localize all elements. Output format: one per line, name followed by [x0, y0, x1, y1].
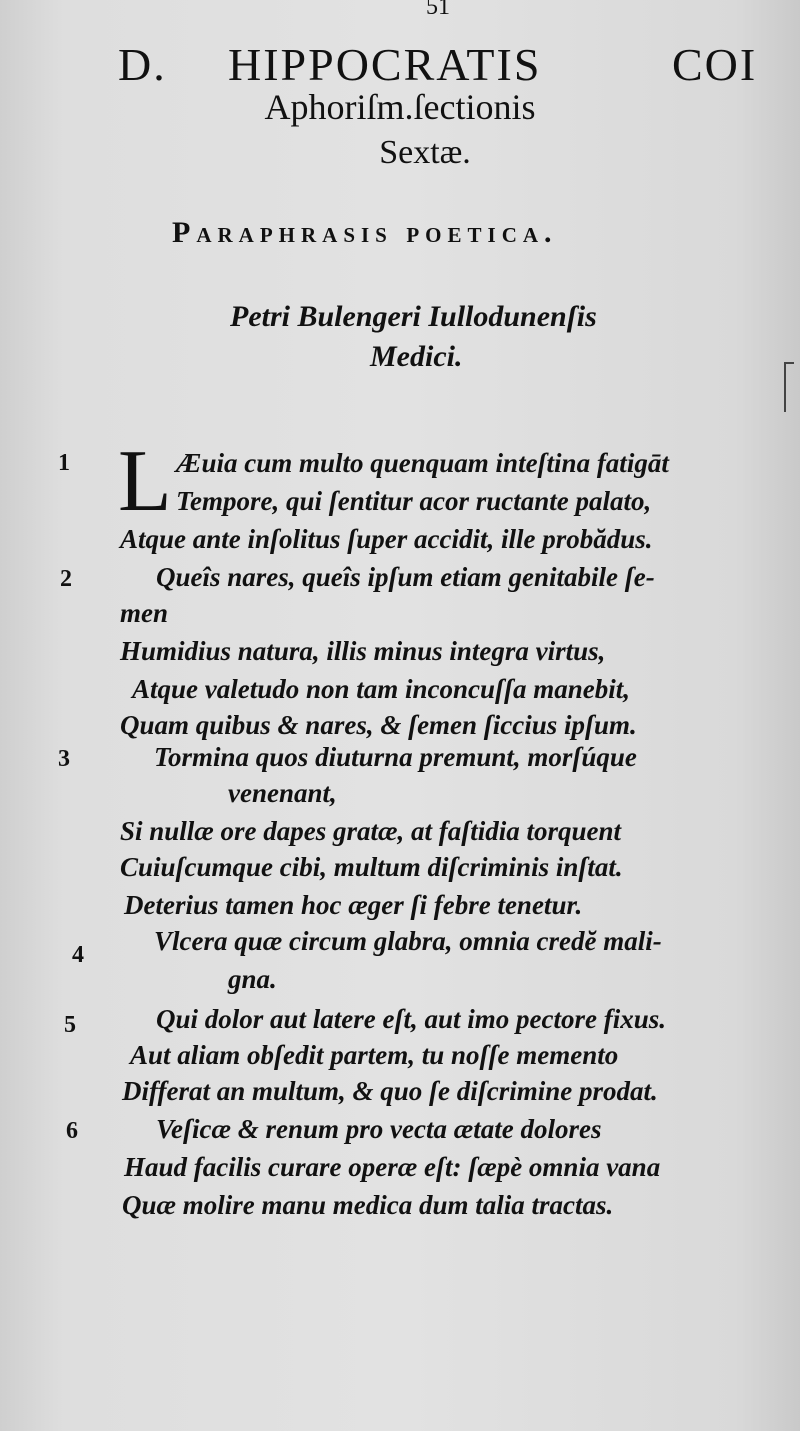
- verse-line: venenant,: [228, 778, 337, 808]
- verse-line: Humidius natura, illis minus integra virtus,: [120, 636, 606, 666]
- verse-number: 6: [66, 1118, 78, 1144]
- verse-line: Differat an multum, & quo ſe diſcrimine prodat.: [122, 1076, 658, 1106]
- drop-cap: L: [118, 433, 172, 530]
- verse-number: 3: [58, 746, 70, 772]
- verse-line: Veſicæ & renum pro vecta ætate dolores: [156, 1114, 602, 1144]
- verse-number: 2: [60, 566, 72, 592]
- page-number: 51: [426, 0, 450, 20]
- author-line-2: Medici.: [370, 340, 463, 373]
- verse-line: Atque ante inſolitus ſuper accidit, ille probădus.: [120, 524, 653, 554]
- verse-number: 4: [72, 942, 84, 968]
- title-line-3: Sextæ.: [379, 134, 471, 171]
- verse-line: Æuia cum multo quenquam inteſtina fatigāt: [176, 448, 669, 478]
- title-line-2: Aphoriſm.ſectionis: [264, 87, 536, 127]
- title-hippocratis: HIPPOCRATIS: [228, 39, 542, 90]
- verse-line: Quæ molire manu medica dum talia tractas.: [122, 1190, 614, 1220]
- verse-line: Si nullæ ore dapes gratæ, at faſtidia torquent: [120, 816, 622, 846]
- verse-line: Cuiuſcumque cibi, multum diſcriminis inſtat.: [120, 852, 623, 882]
- author-line-1: Petri Bulengeri Iullodunenſis: [230, 300, 597, 333]
- verse-line: Tempore, qui ſentitur acor ructante palato,: [176, 486, 652, 516]
- verse-number: 5: [64, 1012, 76, 1038]
- verse-line: Haud facilis curare operæ eſt: ſæpè omnia vana: [124, 1152, 661, 1182]
- verse-line: men: [120, 598, 169, 628]
- verse-number: 1: [58, 450, 70, 476]
- margin-mark: [784, 362, 794, 412]
- verse-line: Vlcera quæ circum glabra, omnia credĕ mali-: [154, 926, 662, 956]
- title-d: D.: [118, 39, 167, 90]
- verse-line: Atque valetudo non tam inconcuſſa manebit,: [132, 674, 631, 704]
- title-coi: COI: [672, 39, 758, 90]
- verse-line: Aut aliam obſedit partem, tu noſſe memento: [130, 1040, 619, 1070]
- verse-line: Deterius tamen hoc æger ſi febre tenetur.: [124, 890, 583, 920]
- verse-line: Qui dolor aut latere eſt, aut imo pectore fixus.: [156, 1004, 666, 1034]
- verse-line: Tormina quos diuturna premunt, morſúque: [154, 742, 637, 772]
- verse-line: gna.: [228, 964, 277, 994]
- verse-line: Quam quibus & nares, & ſemen ſiccius ipſum.: [120, 710, 637, 740]
- subtitle-paraphrasis: Paraphrasis poetica.: [172, 216, 558, 249]
- verse-line: Queîs nares, queîs ipſum etiam genitabile ſe-: [156, 562, 655, 592]
